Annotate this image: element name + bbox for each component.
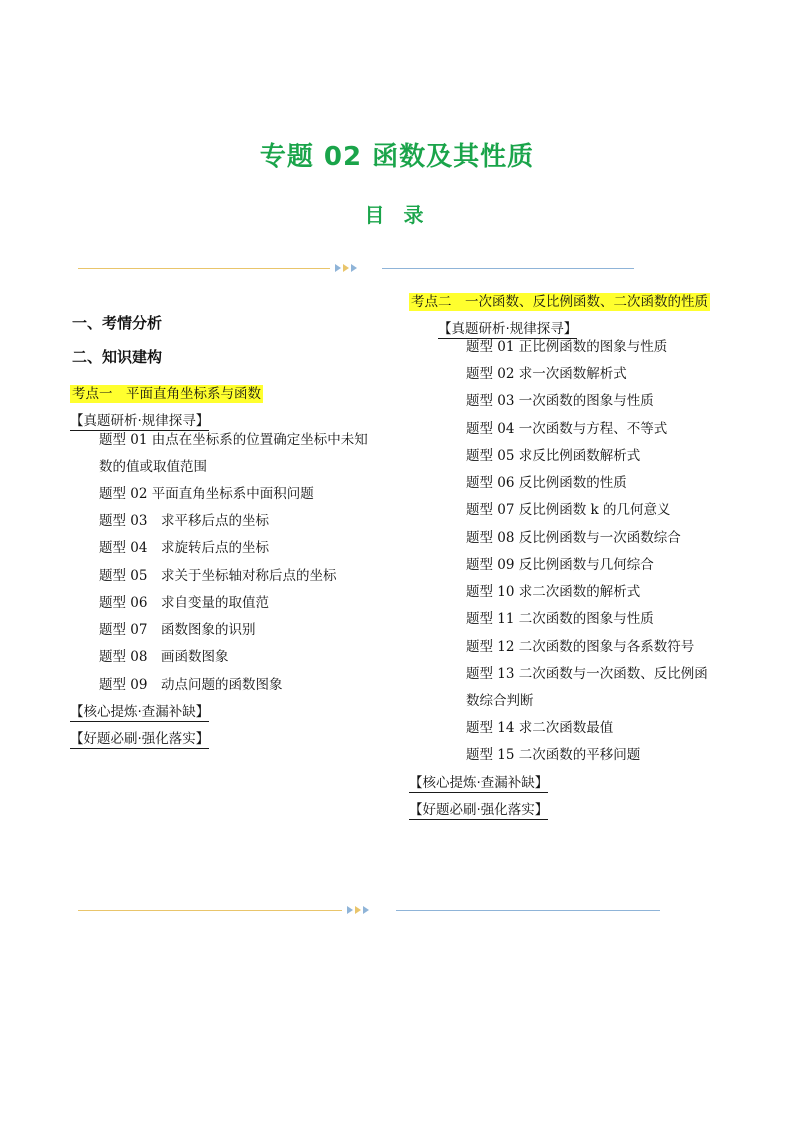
divider-arrow-icon xyxy=(335,264,341,272)
bottom-divider xyxy=(78,905,660,917)
toc-item[interactable]: 题型 05 求反比例函数解析式 xyxy=(466,448,641,464)
divider-arrow-icon xyxy=(355,906,361,914)
bracket-link[interactable]: 【好题必刷·强化落实】 xyxy=(70,731,210,747)
toc-heading: 目 录 xyxy=(364,203,430,227)
toc-item[interactable]: 题型 11 二次函数的图象与性质 xyxy=(466,611,654,627)
toc-item[interactable]: 题型 01 正比例函数的图象与性质 xyxy=(466,339,668,355)
section-heading[interactable]: 一、考情分析 xyxy=(72,314,163,332)
toc-item[interactable]: 数综合判断 xyxy=(466,693,534,709)
toc-item[interactable]: 题型 08 反比例函数与一次函数综合 xyxy=(466,530,681,546)
toc-item[interactable]: 题型 04 一次函数与方程、不等式 xyxy=(466,421,668,437)
toc-item[interactable]: 题型 06 反比例函数的性质 xyxy=(466,475,627,491)
toc-item[interactable]: 题型 14 求二次函数最值 xyxy=(466,720,614,736)
section-heading[interactable]: 二、知识建构 xyxy=(72,348,163,366)
toc-item[interactable]: 题型 06 求自变量的取值范 xyxy=(99,595,269,611)
toc-item[interactable]: 题型 13 二次函数与一次函数、反比例函 xyxy=(466,666,708,682)
kaodian-title[interactable]: 考点一 平面直角坐标系与函数 xyxy=(72,386,261,402)
toc-item[interactable]: 题型 15 二次函数的平移问题 xyxy=(466,747,641,763)
toc-item[interactable]: 题型 07 函数图象的识别 xyxy=(99,622,256,638)
divider-gold-line xyxy=(78,910,342,911)
bracket-link[interactable]: 【真题研析·规律探寻】 xyxy=(438,321,578,337)
divider-arrow-icon xyxy=(347,906,353,914)
divider-blue-line xyxy=(396,910,660,911)
divider-arrow-icon xyxy=(343,264,349,272)
toc-item[interactable]: 题型 07 反比例函数 k 的几何意义 xyxy=(466,502,671,518)
divider-arrow-icon xyxy=(363,906,369,914)
bracket-link[interactable]: 【核心提炼·查漏补缺】 xyxy=(409,775,549,791)
toc-item[interactable]: 题型 04 求旋转后点的坐标 xyxy=(99,540,269,556)
toc-item[interactable]: 题型 09 动点问题的函数图象 xyxy=(99,677,283,693)
toc-item[interactable]: 题型 12 二次函数的图象与各系数符号 xyxy=(466,639,695,655)
divider-blue-line xyxy=(382,268,634,269)
toc-item[interactable]: 题型 08 画函数图象 xyxy=(99,649,229,665)
toc-item[interactable]: 题型 05 求关于坐标轴对称后点的坐标 xyxy=(99,568,337,584)
bracket-link[interactable]: 【核心提炼·查漏补缺】 xyxy=(70,704,210,720)
toc-item[interactable]: 题型 02 平面直角坐标系中面积问题 xyxy=(99,486,314,502)
kaodian-title[interactable]: 考点二 一次函数、反比例函数、二次函数的性质 xyxy=(411,294,708,310)
page-title: 专题 02 函数及其性质 xyxy=(259,142,535,172)
toc-item[interactable]: 题型 03 一次函数的图象与性质 xyxy=(466,393,654,409)
toc-item[interactable]: 题型 01 由点在坐标系的位置确定坐标中未知 xyxy=(99,432,368,448)
toc-item[interactable]: 题型 10 求二次函数的解析式 xyxy=(466,584,641,600)
toc-item[interactable]: 题型 03 求平移后点的坐标 xyxy=(99,513,269,529)
toc-item[interactable]: 题型 09 反比例函数与几何综合 xyxy=(466,557,654,573)
divider-arrow-icon xyxy=(351,264,357,272)
toc-item[interactable]: 题型 02 求一次函数解析式 xyxy=(466,366,627,382)
divider-gold-line xyxy=(78,268,330,269)
top-divider xyxy=(78,263,634,275)
bracket-link[interactable]: 【真题研析·规律探寻】 xyxy=(70,413,210,429)
bracket-link[interactable]: 【好题必刷·强化落实】 xyxy=(409,802,549,818)
toc-item[interactable]: 数的值或取值范围 xyxy=(99,459,207,475)
